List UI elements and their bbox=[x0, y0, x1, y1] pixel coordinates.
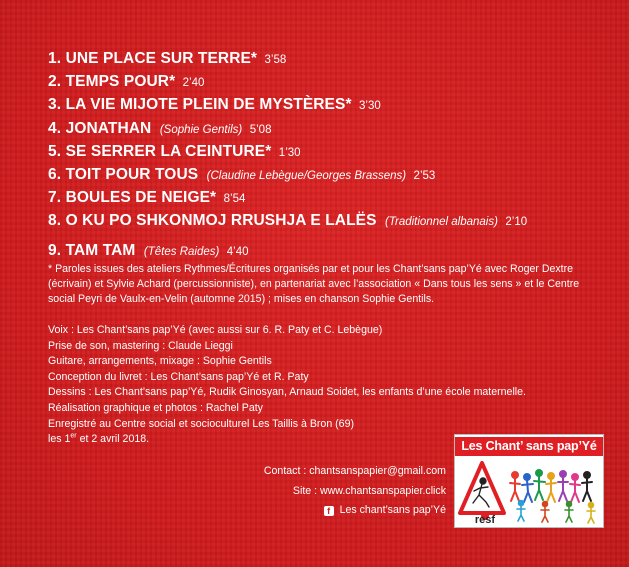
track-duration: 2’40 bbox=[182, 77, 205, 90]
track-duration: 5’08 bbox=[249, 123, 272, 136]
credits-list bbox=[48, 323, 608, 448]
track-credit: (Claudine Lebègue/Georges Brassens) bbox=[206, 169, 407, 182]
track-number: 3. bbox=[48, 96, 62, 114]
track-item bbox=[48, 188, 608, 211]
track-list bbox=[48, 49, 608, 264]
credit-line: Guitare, arrangements, mixage : Sophie Gentils bbox=[48, 355, 272, 368]
track-credit: (Sophie Gentils) bbox=[159, 123, 243, 136]
lyrics-footnote: * Paroles issues des ateliers Rythmes/Écritures organisés par et pour les Chant’sans pap’Yé avec Roger Dextre (écrivain) et Sylvie Achard (percussionniste), en partenariat avec l’association « Dans tous les sens » et le Centre social Peyri de Vaulx-en-Velin (automne 2015) ; mises en chanson Sophie Gentils. bbox=[48, 263, 580, 305]
facebook-label: Les chant’sans pap’Yé bbox=[339, 504, 446, 516]
credit-line: Enregistré au Centre social et socioculturel Les Taillis à Bron (69) bbox=[48, 417, 354, 430]
track-number: 7. bbox=[48, 189, 62, 207]
logo-drawing bbox=[455, 457, 603, 525]
credit-line: Réalisation graphique et photos : Rachel Paty bbox=[48, 401, 263, 414]
credit-line: Voix : Les Chant’sans pap’Yé (avec aussi sur 6. R. Paty et C. Lebègue) bbox=[48, 324, 383, 336]
crowd-drawing-icon bbox=[510, 470, 595, 523]
track-duration: 2’53 bbox=[413, 169, 436, 182]
track-number: 4. bbox=[48, 119, 62, 137]
dates-ordinal: er bbox=[70, 432, 77, 440]
track-item bbox=[48, 49, 608, 72]
resf-text: resf bbox=[474, 514, 496, 525]
dates-prefix: les 1 bbox=[48, 433, 71, 446]
track-item bbox=[48, 119, 608, 142]
track-number: 8. bbox=[48, 212, 62, 230]
track-duration: 2’10 bbox=[505, 216, 528, 229]
track-number: 5. bbox=[48, 142, 62, 160]
track-title: LA VIE MIJOTE PLEIN DE MYSTÈRES* bbox=[65, 96, 352, 114]
track-title: SE SERRER LA CEINTURE* bbox=[65, 142, 272, 160]
contact-block bbox=[264, 462, 446, 521]
track-item bbox=[48, 241, 608, 264]
group-logo bbox=[454, 434, 604, 528]
contact-email[interactable]: Contact : chantsanspapier@gmail.com bbox=[263, 465, 446, 477]
track-number: 1. bbox=[48, 50, 62, 67]
dates-suffix: et 2 avril 2018. bbox=[76, 433, 150, 446]
track-number: 2. bbox=[48, 73, 62, 91]
logo-title: Les Chant’ sans pap’Yé bbox=[455, 437, 603, 456]
facebook-icon: f bbox=[324, 506, 334, 516]
credit-line: Prise de son, mastering : Claude Lieggi bbox=[48, 339, 233, 352]
track-title: JONATHAN bbox=[65, 119, 152, 137]
track-number: 6. bbox=[48, 165, 62, 183]
contact-site[interactable]: Site : www.chantsanspapier.click bbox=[292, 484, 446, 497]
track-credit: (Têtes Raides) bbox=[143, 245, 220, 258]
track-duration: 4’40 bbox=[226, 245, 249, 258]
contact-facebook[interactable] bbox=[264, 501, 446, 521]
track-item bbox=[48, 72, 608, 95]
track-item bbox=[48, 95, 608, 118]
track-title: UNE PLACE SUR TERRE* bbox=[65, 50, 258, 67]
track-title: O KU PO SHKONMOJ RRUSHJA E LALËS bbox=[65, 212, 377, 230]
track-title: TOIT POUR TOUS bbox=[65, 165, 199, 183]
track-duration: 8’54 bbox=[223, 193, 246, 206]
track-duration: 3’30 bbox=[359, 100, 381, 113]
track-credit: (Traditionnel albanais) bbox=[384, 216, 498, 229]
track-title: TEMPS POUR* bbox=[65, 73, 176, 91]
credit-line: Dessins : Les Chant’sans pap’Yé, Rudik Ginosyan, Arnaud Soidet, les enfants d’une école maternelle. bbox=[48, 386, 526, 399]
track-duration: 3’58 bbox=[264, 54, 287, 66]
track-duration: 1’30 bbox=[278, 146, 301, 159]
track-title: BOULES DE NEIGE* bbox=[65, 189, 217, 207]
track-item bbox=[48, 165, 608, 188]
track-item bbox=[48, 211, 608, 234]
credit-line: Conception du livret : Les Chant’sans pap’Yé et R. Paty bbox=[48, 370, 309, 383]
track-item bbox=[48, 142, 608, 165]
track-number: 9. bbox=[48, 241, 62, 259]
resf-mark bbox=[475, 512, 496, 525]
track-title: TAM TAM bbox=[65, 241, 136, 259]
